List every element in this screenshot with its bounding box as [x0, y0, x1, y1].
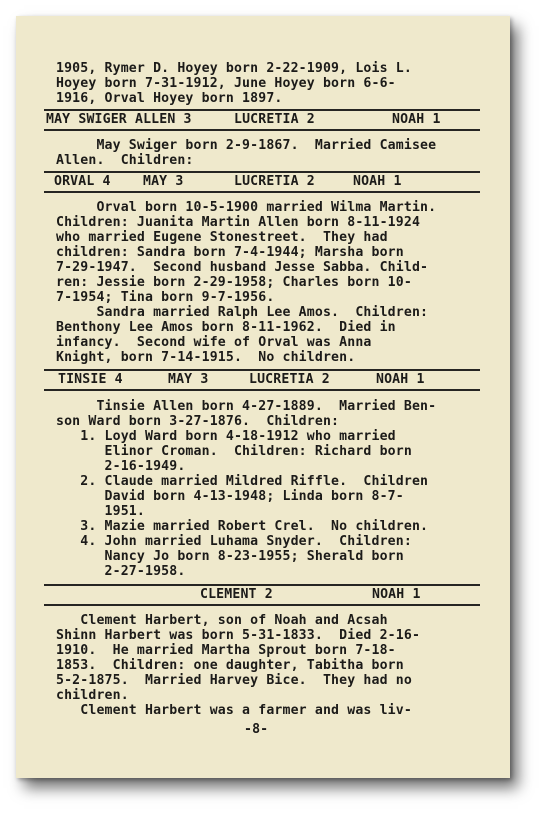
text-line: 5-2-1875. Married Harvey Bice. They had no [56, 673, 412, 688]
text-line: ren: Jessie born 2-29-1958; Charles born 10- [56, 275, 412, 290]
text-line: who married Eugene Stonestreet. They had [56, 230, 388, 245]
header-rule-top [44, 171, 480, 173]
text-line: 3. Mazie married Robert Crel. No children. [56, 519, 429, 534]
text-line: 1916, Orval Hoyey born 1897. [56, 91, 283, 106]
text-line: 1905, Rymer D. Hoyey born 2-22-1909, Lois L. [56, 61, 412, 76]
text-line: Allen. Children: [56, 153, 194, 168]
text-line: 1951. [56, 504, 145, 519]
text-line: children. [56, 688, 129, 703]
document-page [16, 16, 510, 778]
text-line: 2-27-1958. [56, 564, 186, 579]
header-cell: NOAH 1 [372, 587, 421, 602]
text-line: 2. Claude married Mildred Riffle. Children [56, 474, 429, 489]
header-cell: LUCRETIA 2 [234, 174, 315, 189]
text-line: 1910. He married Martha Sprout born 7-18- [56, 643, 396, 658]
text-line: Children: Juanita Martin Allen born 8-11-1924 [56, 215, 421, 230]
header-rule-bottom [44, 129, 480, 131]
header-cell: LUCRETIA 2 [249, 372, 330, 387]
header-rule-top [44, 369, 480, 371]
text-line: David born 4-13-1948; Linda born 8-7- [56, 489, 404, 504]
text-line: 1853. Children: one daughter, Tabitha born [56, 658, 404, 673]
header-rule-top [44, 109, 480, 111]
text-line: 7-1954; Tina born 9-7-1956. [56, 290, 275, 305]
text-line: Clement Harbert was a farmer and was liv- [56, 703, 412, 718]
header-cell: MAY 3 [168, 372, 209, 387]
text-line: son Ward born 3-27-1876. Children: [56, 414, 340, 429]
text-line: 2-16-1949. [56, 459, 186, 474]
header-rule-bottom [44, 389, 480, 391]
text-line: 4. John married Luhama Snyder. Children: [56, 534, 412, 549]
header-rule-bottom [44, 604, 480, 606]
text-line: Benthony Lee Amos born 8-11-1962. Died in [56, 320, 396, 335]
text-line: Nancy Jo born 8-23-1955; Sherald born [56, 549, 404, 564]
header-rule-top [44, 584, 480, 586]
header-cell: NOAH 1 [392, 112, 441, 127]
text-line: Tinsie Allen born 4-27-1889. Married Ben- [56, 399, 437, 414]
text-line: 1. Loyd Ward born 4-18-1912 who married [56, 429, 396, 444]
text-line: infancy. Second wife of Orval was Anna [56, 335, 372, 350]
page-number: -8- [244, 722, 269, 737]
header-cell: LUCRETIA 2 [234, 112, 315, 127]
text-line: Clement Harbert, son of Noah and Acsah [56, 613, 388, 628]
text-line: May Swiger born 2-9-1867. Married Camisee [56, 138, 437, 153]
text-line: Orval born 10-5-1900 married Wilma Martin. [56, 200, 437, 215]
text-line: Sandra married Ralph Lee Amos. Children: [56, 305, 429, 320]
text-line: Hoyey born 7-31-1912, June Hoyey born 6-6- [56, 76, 396, 91]
header-cell: MAY 3 [143, 174, 184, 189]
header-cell: NOAH 1 [353, 174, 402, 189]
text-line: Knight, born 7-14-1915. No children. [56, 350, 356, 365]
text-line: Elinor Croman. Children: Richard born [56, 444, 412, 459]
text-line: children: Sandra born 7-4-1944; Marsha born [56, 245, 404, 260]
header-rule-bottom [44, 191, 480, 193]
text-line: 7-29-1947. Second husband Jesse Sabba. Child- [56, 260, 429, 275]
header-cell: NOAH 1 [376, 372, 425, 387]
header-cell: MAY SWIGER ALLEN 3 [46, 112, 192, 127]
header-cell: ORVAL 4 [54, 174, 111, 189]
text-line: Shinn Harbert was born 5-31-1833. Died 2-16- [56, 628, 421, 643]
header-cell: TINSIE 4 [58, 372, 123, 387]
header-cell: CLEMENT 2 [200, 587, 273, 602]
